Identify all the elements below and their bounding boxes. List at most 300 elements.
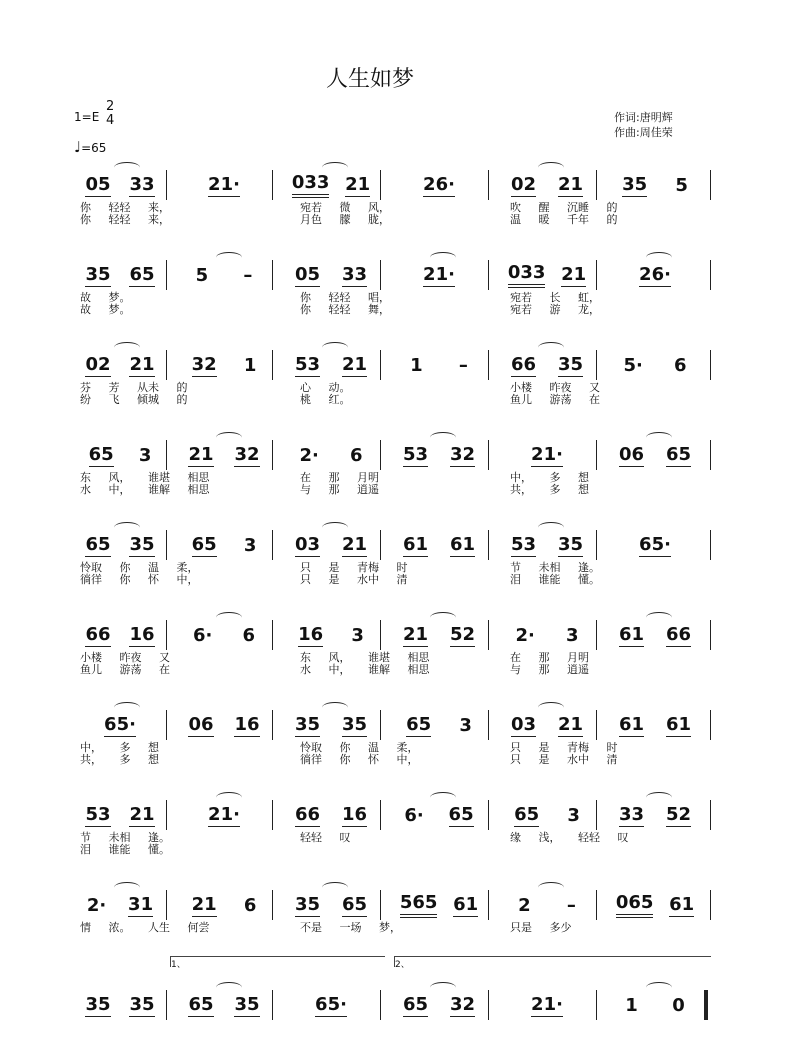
slur [430,982,456,993]
note-group: 03 [510,713,537,735]
note-group: 033 [508,262,546,288]
barline [596,350,597,380]
barline [166,710,167,740]
measure [500,170,594,200]
measure [392,990,486,1020]
note-group: 3 [567,804,580,826]
barline [380,990,381,1020]
score-row [0,426,785,506]
note-group: – [243,264,253,286]
measure [76,350,164,380]
note-group: 21· [531,443,563,465]
measure [392,350,486,380]
lyric-verse-1: 节 未相 逢。 [80,831,170,844]
measure [392,890,486,920]
note-group: – [566,894,576,916]
note-group: 16 [341,803,368,825]
note-group: 65 [665,443,692,465]
quarter-note-icon: ♩ [74,138,82,156]
note-group: 53 [510,533,537,555]
note-group: – [458,354,468,376]
lyric-verse-1: 中， 多 想 [80,741,159,754]
measure [284,990,378,1020]
slur [646,792,672,803]
barline [710,350,711,380]
measure [608,990,702,1020]
note-group: 65· [104,713,136,735]
measure [608,800,702,830]
lyric-verse-1: 东 风， 谁堪 相思 [80,471,210,484]
measure [284,170,378,200]
note-group: 21 [345,173,371,195]
note-group: 65 [402,993,429,1015]
note-group: 5 [675,174,688,196]
lyric-verse-1: 在 那 月明 [510,651,589,664]
barline [596,990,597,1020]
slur [114,522,140,533]
barline [710,260,711,290]
barline [488,890,489,920]
lyric-verse-2: 你 轻轻 来， [80,213,170,226]
barline [596,890,597,920]
note-group: 6 [349,444,363,466]
lyric-verse-2: 水 中， 谁解 相思 [300,663,430,676]
measure [500,800,594,830]
note-group: 6 [673,354,687,376]
note-group: 35 [557,353,584,375]
note-group: 5 [195,264,209,286]
measure [500,260,594,290]
slur [538,882,564,893]
lyric-verse-1: 节 未相 逢。 [510,561,600,574]
measure [178,260,270,290]
measure [76,170,164,200]
note-group: 6· [404,804,424,826]
barline [272,260,273,290]
score-row [0,516,785,596]
measure [178,440,270,470]
lyric-verse-1: 小楼 昨夜 又 [510,381,600,394]
measure [608,530,702,560]
measure [284,620,378,650]
barline [488,990,489,1020]
measure [608,710,702,740]
lyric-verse-2: 你 轻轻 舞， [300,303,390,316]
lyric-verse-2: 鱼儿 游荡 在 [80,663,170,676]
measure [76,530,164,560]
measure [500,710,594,740]
note-group: 61 [449,533,476,555]
lyric-verse-1: 怜取 你 温 柔， [300,741,419,754]
note-group: 05 [294,263,321,285]
note-group: 65 [129,263,155,285]
measure [178,350,270,380]
barline [380,260,381,290]
volta-1: 1、 [170,956,385,967]
lyric-verse-2: 纷 飞 倾城 的 [80,393,188,406]
slur [216,612,242,623]
lyric-verse-2: 只 是 水中 清 [510,753,618,766]
slur [322,522,348,533]
score-row [0,696,785,776]
lyric-verse-1: 东 风， 谁堪 相思 [300,651,430,664]
note-group: 6 [242,624,255,646]
measure [608,260,702,290]
barline [272,710,273,740]
note-group: 26· [639,263,671,285]
slur [114,882,140,893]
barline [166,350,167,380]
note-group: 61 [618,713,645,735]
measure [76,710,164,740]
note-group: 35 [129,993,155,1015]
measure [392,440,486,470]
barline [272,990,273,1020]
note-group: 61 [665,713,692,735]
measure [608,350,702,380]
note-group: 065 [616,892,654,918]
note-group: 66 [294,803,321,825]
note-group: 21 [191,893,217,915]
slur [646,432,672,443]
note-group: 65 [406,713,432,735]
measure [178,800,270,830]
note-group: 1 [410,354,423,376]
barline [596,800,597,830]
slur [538,702,564,713]
lyric-verse-1: 只是 多少 [510,921,572,934]
note-group: 31 [128,893,154,915]
score-row [0,876,785,956]
slur [322,882,348,893]
score-row [0,246,785,326]
lyric-verse-1: 心 动。 [300,381,351,394]
lyric-verse-2: 徜徉 你 怀 中， [80,573,199,586]
barline [272,530,273,560]
barline [380,890,381,920]
barline [596,260,597,290]
barline [488,260,489,290]
note-group: 65· [315,993,347,1015]
barline [596,710,597,740]
lyric-verse-2: 共， 多 想 [510,483,589,496]
slur [114,342,140,353]
composer: 作曲:周佳荣 [614,126,673,139]
note-group: 21 [188,443,214,465]
barline [166,990,167,1020]
barline [488,530,489,560]
tempo-marking [74,138,106,156]
song-title: 人生如梦 [325,67,414,92]
note-group: 3 [351,624,364,646]
measure [178,620,270,650]
lyric-verse-2: 温 暖 千年 的 [510,213,618,226]
note-group: 2 [518,894,531,916]
barline [488,620,489,650]
note-group: 52 [665,803,692,825]
note-group: 5· [623,354,643,376]
note-group: 02 [510,173,537,195]
note-group: 61 [402,533,429,555]
note-group: 06 [188,713,214,735]
note-group: 16 [298,623,324,645]
slur [216,252,242,263]
lyric-verse-2: 月色 朦 胧， [300,213,390,226]
note-group: 66 [85,623,111,645]
lyric-verse-1: 只 是 青梅 时 [510,741,618,754]
measure [76,990,164,1020]
note-group: 21 [129,353,155,375]
lyric-verse-1: 宛若 长 虹， [510,291,600,304]
barline [380,170,381,200]
measure [284,350,378,380]
note-group: 32 [191,353,217,375]
note-group: 033 [292,172,330,198]
note-group: 65 [514,803,540,825]
note-group: 565 [400,892,438,918]
barline [704,990,708,1020]
measure [500,440,594,470]
measure [76,260,164,290]
slur [216,792,242,803]
note-group: 21 [557,173,584,195]
measure [284,260,378,290]
lyric-verse-2: 鱼儿 游荡 在 [510,393,600,406]
barline [166,260,167,290]
barline [272,170,273,200]
measure [608,170,702,200]
note-group: 65 [88,443,114,465]
lyric-verse-1: 你 轻轻 唱， [300,291,390,304]
measure [76,620,164,650]
note-group: 53 [85,803,111,825]
note-group: 35 [129,533,155,555]
measure [284,800,378,830]
note-group: 52 [449,623,476,645]
lyric-verse-1: 缘 浅， 轻轻 叹 [510,831,629,844]
measure [76,890,164,920]
measure [392,710,486,740]
measure [178,710,270,740]
barline [710,890,711,920]
lyric-verse-2: 徜徉 你 怀 中， [300,753,419,766]
barline [710,170,711,200]
barline [488,710,489,740]
lyricist: 作词:唐明辉 [614,111,673,124]
barline [596,170,597,200]
lyric-verse-2: 泪 谁能 懂。 [510,573,600,586]
slur [114,162,140,173]
note-group: 35 [622,173,648,195]
barline [380,620,381,650]
note-group: 05 [85,173,111,195]
barline [596,440,597,470]
measure [608,440,702,470]
note-group: 1 [243,354,257,376]
lyric-verse-2: 与 那 逍遥 [300,483,379,496]
barline [166,620,167,650]
barline [380,710,381,740]
note-group: 61 [453,893,479,915]
note-group: 21· [531,993,563,1015]
note-group: 03 [294,533,321,555]
barline [272,440,273,470]
lyric-verse-1: 怜取 你 温 柔， [80,561,199,574]
measure [284,890,378,920]
note-group: 32 [234,443,260,465]
slur [430,792,456,803]
note-group: 3 [565,624,579,646]
barline [488,170,489,200]
lyric-verse-2: 桃 红。 [300,393,351,406]
barline [710,620,711,650]
lyric-verse-1: 情 浓。 人生 何尝 [80,921,210,934]
note-group: 21 [557,713,584,735]
lyric-verse-1: 你 轻轻 来， [80,201,170,214]
lyric-verse-2: 泪 谁能 懂。 [80,843,170,856]
note-group: 53 [294,353,321,375]
barline [166,170,167,200]
slur [538,342,564,353]
note-group: 33 [618,803,645,825]
slur [646,982,672,993]
measure [76,440,164,470]
note-group: 2· [515,624,535,646]
slur [216,432,242,443]
note-group: 66 [510,353,537,375]
measure [392,800,486,830]
note-group: 35 [557,533,584,555]
slur [114,702,140,713]
barline [488,440,489,470]
measure [178,530,270,560]
note-group: 21· [208,803,240,825]
note-group: 16 [234,713,260,735]
note-group: 2· [299,444,319,466]
lyric-verse-2: 水 中， 谁解 相思 [80,483,210,496]
note-group: 3 [459,714,472,736]
barline [272,350,273,380]
barline [710,530,711,560]
note-group: 65 [85,533,111,555]
note-group: 33 [129,173,155,195]
note-group: 3 [243,534,257,556]
note-group: 21 [341,353,368,375]
lyric-verse-2: 宛若 游 龙， [510,303,600,316]
barline [380,530,381,560]
note-group: 1 [625,994,638,1016]
lyric-verse-1: 不是 一场 梦， [300,921,401,934]
barline [272,890,273,920]
note-group: 33 [341,263,368,285]
barline [710,800,711,830]
slur [538,162,564,173]
note-group: 32 [449,993,476,1015]
measure [178,170,270,200]
slur [646,252,672,263]
measure [608,620,702,650]
note-group: 32 [449,443,476,465]
barline [380,440,381,470]
barline [596,620,597,650]
lyric-verse-1: 宛若 微 风， [300,201,390,214]
note-group: 65 [191,533,217,555]
measure [284,440,378,470]
score-row [0,336,785,416]
measure [608,890,702,920]
score-row [0,606,785,686]
note-group: 35 [234,993,260,1015]
measure [178,990,270,1020]
note-group: 21· [208,173,240,195]
note-group: 65· [639,533,671,555]
barline [380,350,381,380]
note-group: 21 [402,623,429,645]
lyric-verse-1: 小楼 昨夜 又 [80,651,170,664]
measure [500,620,594,650]
barline [166,530,167,560]
measure [500,530,594,560]
key-signature: 1=E [74,110,100,124]
lyric-verse-1: 在 那 月明 [300,471,379,484]
lyric-verse-1: 中， 多 想 [510,471,589,484]
measure [178,890,270,920]
note-group: 61 [618,623,645,645]
lyric-verse-2: 与 那 逍遥 [510,663,589,676]
credits [614,110,673,140]
measure [500,890,594,920]
note-group: 66 [665,623,692,645]
lyric-verse-2: 共， 多 想 [80,753,159,766]
slur [430,612,456,623]
note-group: 61 [669,893,695,915]
slur [216,982,242,993]
note-group: 21 [561,263,587,285]
score-row [0,786,785,866]
note-group: 35 [341,713,368,735]
note-group: 3 [138,444,152,466]
note-group: 35 [85,263,111,285]
note-group: 65 [341,893,368,915]
barline [272,800,273,830]
note-group: 21 [341,533,368,555]
slur [322,342,348,353]
note-group: 0 [672,994,685,1016]
time-signature-top: 2 [106,99,115,114]
measure [76,800,164,830]
measure [392,620,486,650]
score-row [0,976,785,1056]
note-group: 65 [448,803,474,825]
note-group: 06 [618,443,645,465]
lyric-verse-1: 芬 芳 从未 的 [80,381,188,394]
measure [284,530,378,560]
lyric-verse-2: 只 是 水中 清 [300,573,408,586]
barline [272,620,273,650]
lyric-verse-1: 吹 醒 沉睡 的 [510,201,618,214]
time-signature-bottom: 4 [106,113,115,128]
time-signature [106,100,114,128]
barline [488,350,489,380]
slur [646,612,672,623]
barline [380,800,381,830]
note-group: 35 [294,893,321,915]
measure [392,530,486,560]
note-group: 65 [188,993,214,1015]
note-group: 21 [129,803,155,825]
note-group: 35 [85,993,111,1015]
slur [430,432,456,443]
